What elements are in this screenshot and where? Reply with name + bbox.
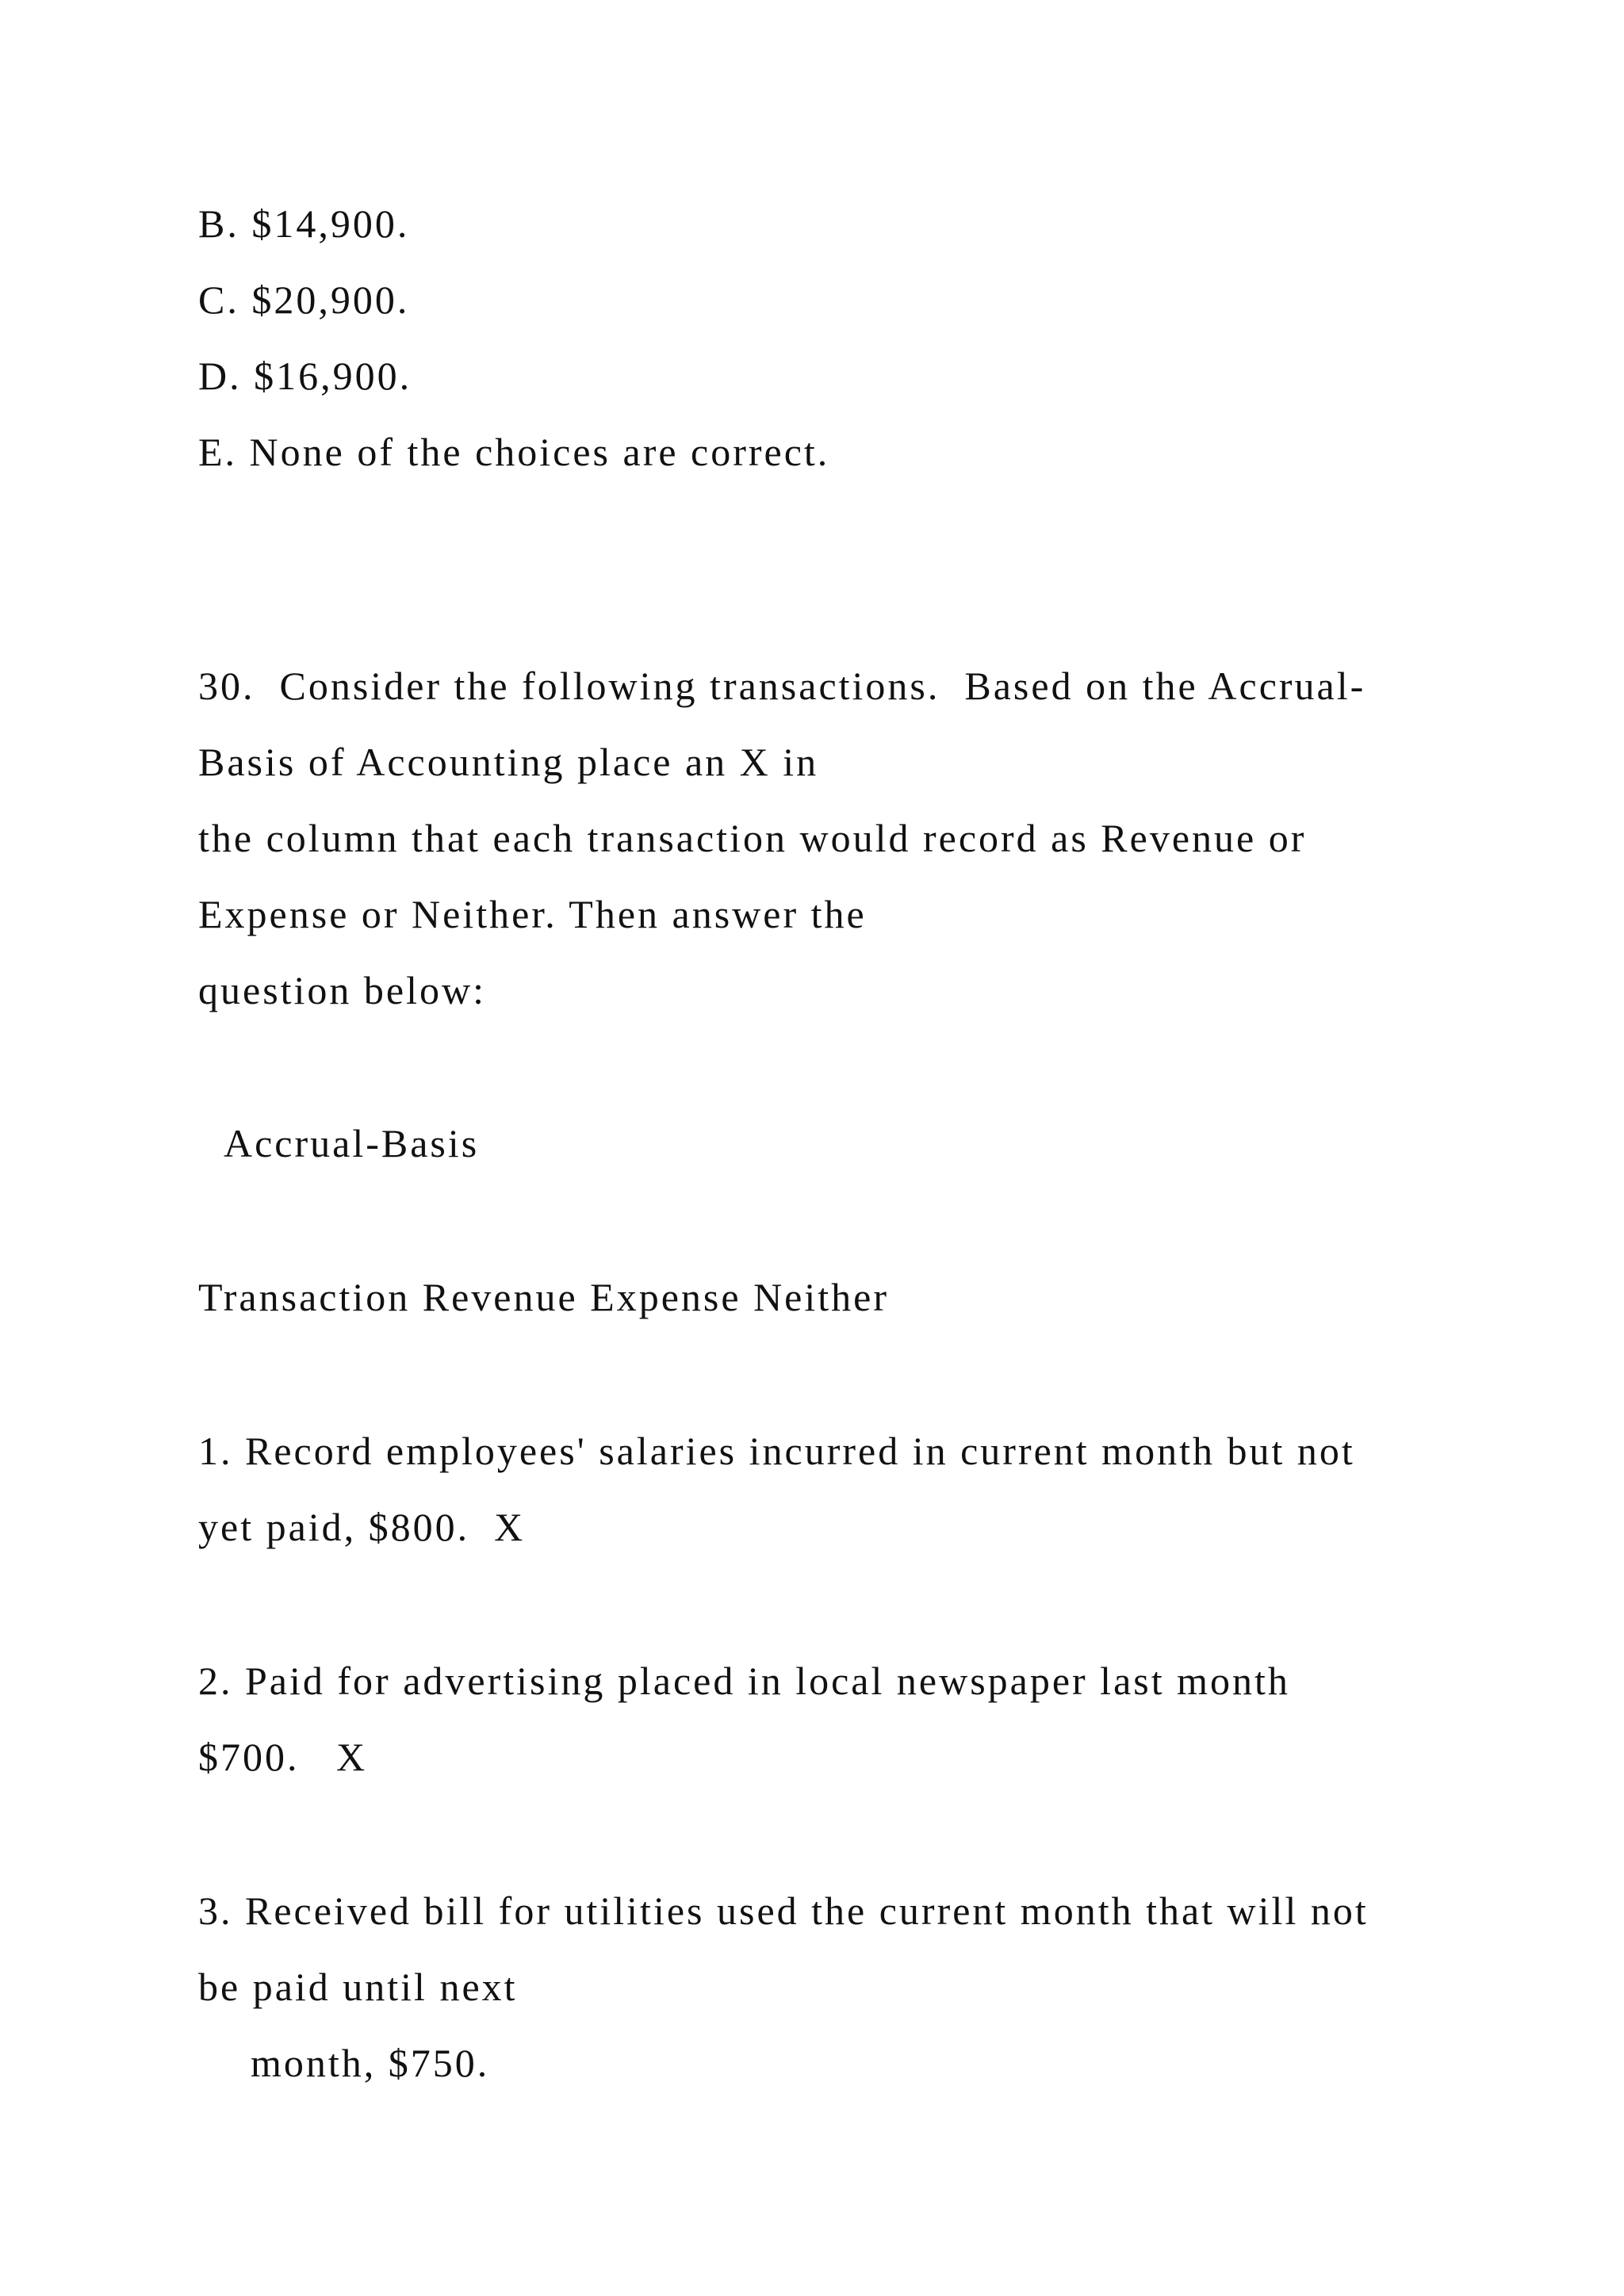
question-line: Expense or Neither. Then answer the xyxy=(198,892,867,936)
transaction-2-line: 2. Paid for advertising placed in local newspaper last month xyxy=(198,1659,1290,1703)
transaction-3-line: 3. Received bill for utilities used the current month that will not xyxy=(198,1888,1369,1933)
transaction-1-line: 1. Record employees' salaries incurred in current month but not xyxy=(198,1429,1355,1473)
column-headers: Transaction Revenue Expense Neither xyxy=(198,1275,889,1319)
question-line: the column that each transaction would record as Revenue or xyxy=(198,816,1307,860)
group-header: Accrual-Basis xyxy=(224,1121,480,1165)
transaction-3-line: be paid until next xyxy=(198,1965,518,2009)
choice-b: B. $14,900. xyxy=(198,201,410,246)
question-line: question below: xyxy=(198,968,487,1012)
transaction-1-line: yet paid, $800. X xyxy=(198,1505,526,1549)
choice-e: E. None of the choices are correct. xyxy=(198,430,830,474)
question-line: 30. Consider the following transactions. Based on the Accrual- xyxy=(198,664,1366,708)
choice-c: C. $20,900. xyxy=(198,277,410,322)
transaction-2-line: $700. X xyxy=(198,1735,368,1779)
question-line: Basis of Accounting place an X in xyxy=(198,740,819,784)
choice-d: D. $16,900. xyxy=(198,354,412,398)
transaction-3-line: month, $750. xyxy=(251,2041,490,2085)
